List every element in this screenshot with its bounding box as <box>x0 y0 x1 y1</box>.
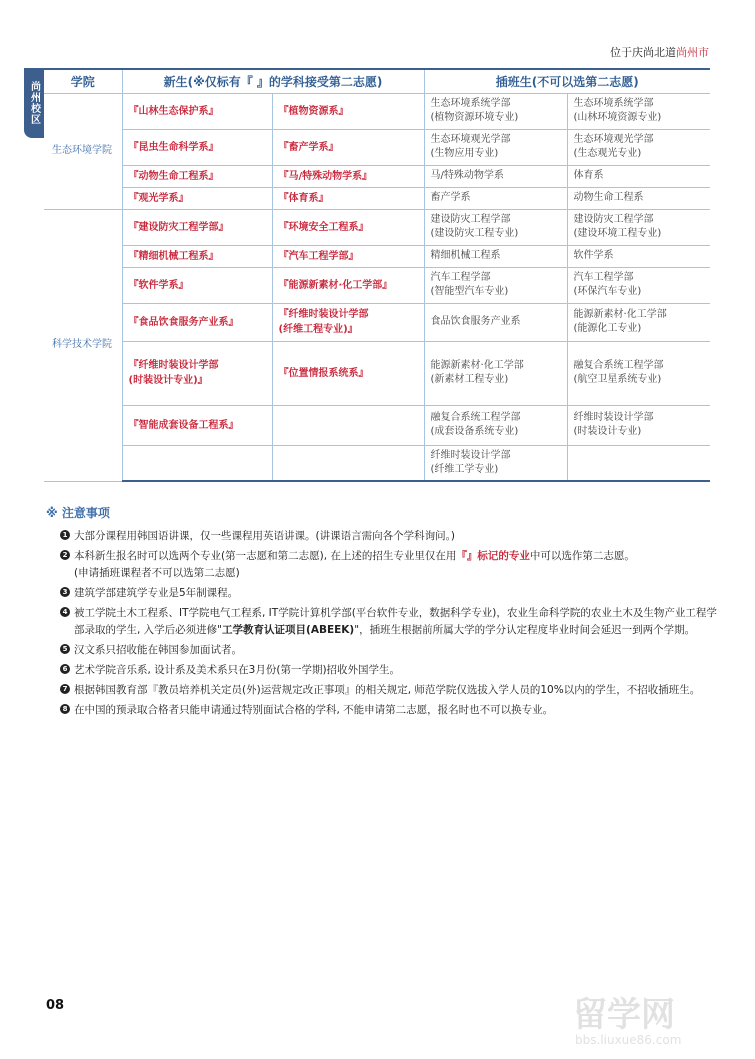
transfer-major-cell: 汽车工程学部 (环保汽车专业) <box>567 267 710 303</box>
table-row <box>44 245 710 267</box>
note-item <box>46 662 726 679</box>
new-major-cell: 『软件学系』 <box>122 267 272 303</box>
admission-table <box>44 68 710 482</box>
transfer-major-cell: 汽车工程学部 (智能型汽车专业) <box>424 267 567 303</box>
transfer-major-cell <box>567 445 710 481</box>
note-text: 根据韩国教育部『教员培养机关定员(外)运营规定改正事项』的相关规定, 师范学院仅选拔入学人员的10%以内的学生，不招收插班生。 <box>74 684 701 696</box>
new-major-cell: 『汽车工程学部』 <box>272 245 424 267</box>
note-text-part: 被工学院土木工程系、IT学院电气工程系, IT学院计算机学部(平台软件专业，数据科学专业)，农业生命科学院的农业土木及生物产业工程学部录取的学生, 入学后必须进修" <box>74 607 717 636</box>
note-text <box>74 605 726 639</box>
transfer-major-cell: 体育系 <box>567 165 710 187</box>
new-major-cell: 『纤维时装设计学部 (时装设计专业)』 <box>122 341 272 405</box>
college-name: 生态环境学院 <box>44 93 122 209</box>
new-major-cell: 『智能成套设备工程系』 <box>122 405 272 445</box>
table-row <box>44 341 710 405</box>
new-major-cell <box>122 445 272 481</box>
notes-section <box>46 504 726 722</box>
transfer-major-cell: 融复合系统工程学部 (航空卫星系统专业) <box>567 341 710 405</box>
new-major-cell: 『建设防灾工程学部』 <box>122 209 272 245</box>
new-major-cell: 『食品饮食服务产业系』 <box>122 303 272 341</box>
campus-tab: 尚州校区 <box>24 68 44 138</box>
location-caption <box>610 44 709 60</box>
note-number: 3 <box>60 587 70 597</box>
note-text-part: (申请插班课程者不可以选第二志愿) <box>74 567 240 579</box>
table-row <box>44 209 710 245</box>
location-city: 尚州市 <box>676 46 709 59</box>
note-item <box>46 642 726 659</box>
table-row <box>44 187 710 209</box>
transfer-major-cell: 建设防灾工程学部 (建设防灾工程专业) <box>424 209 567 245</box>
table-row <box>44 129 710 165</box>
location-prefix: 位于庆尚北道 <box>610 46 676 59</box>
note-text-part: 本科新生报名时可以选两个专业(第一志愿和第二志愿), 在上述的招生专业里仅在用 <box>74 550 457 562</box>
new-major-cell: 『观光学系』 <box>122 187 272 209</box>
new-major-cell: 『植物资源系』 <box>272 93 424 129</box>
note-number: 8 <box>60 704 70 714</box>
note-text <box>74 548 726 582</box>
transfer-major-cell: 生态环境观光学部 (生态观光专业) <box>567 129 710 165</box>
transfer-major-cell: 生态环境系统学部 (植物资源环境专业) <box>424 93 567 129</box>
page-number: 08 <box>46 998 65 1013</box>
note-bold: 工学教育认证项目(ABEEK) <box>222 624 355 636</box>
note-text-part: 中可以选作第二志愿。 <box>529 550 635 562</box>
new-major-cell <box>272 405 424 445</box>
note-number: 6 <box>60 664 70 674</box>
transfer-major-cell: 畜产学系 <box>424 187 567 209</box>
table-row <box>44 405 710 445</box>
transfer-major-cell: 生态环境系统学部 (山林环境资源专业) <box>567 93 710 129</box>
transfer-major-cell: 建设防灾工程学部 (建设环境工程专业) <box>567 209 710 245</box>
note-number: 5 <box>60 644 70 654</box>
table-row <box>44 165 710 187</box>
new-major-cell: 『昆虫生命科学系』 <box>122 129 272 165</box>
header-college: 学院 <box>44 69 122 93</box>
note-text: 艺术学院音乐系, 设计系及美术系只在3月份(第一学期)招收外国学生。 <box>74 664 401 676</box>
new-major-cell: 『环境安全工程系』 <box>272 209 424 245</box>
new-major-cell: 『动物生命工程系』 <box>122 165 272 187</box>
table-row <box>44 445 710 481</box>
new-major-cell: 『纤维时装设计学部 (纤维工程专业)』 <box>272 303 424 341</box>
note-highlight: 『』标记的专业 <box>456 550 530 562</box>
table-row <box>44 303 710 341</box>
new-major-cell: 『能源新素材·化工学部』 <box>272 267 424 303</box>
new-major-cell: 『位置情报系统系』 <box>272 341 424 405</box>
table-header-row <box>44 69 710 93</box>
transfer-major-cell: 食品饮食服务产业系 <box>424 303 567 341</box>
note-item <box>46 682 726 699</box>
transfer-major-cell: 马/特殊动物学系 <box>424 165 567 187</box>
transfer-major-cell: 软件学系 <box>567 245 710 267</box>
note-text: 建筑学部建筑学专业是5年制课程。 <box>74 587 239 599</box>
new-major-cell: 『畜产学系』 <box>272 129 424 165</box>
transfer-major-cell: 能源新素材·化工学部 (新素材工程专业) <box>424 341 567 405</box>
header-new-students: 新生(※仅标有『 』的学科接受第二志愿) <box>122 69 424 93</box>
note-item <box>46 528 726 545</box>
transfer-major-cell: 融复合系统工程学部 (成套设备系统专业) <box>424 405 567 445</box>
note-number: 4 <box>60 607 70 617</box>
notes-title: ※ 注意事项 <box>46 506 110 520</box>
transfer-major-cell: 生态环境观光学部 (生物应用专业) <box>424 129 567 165</box>
new-major-cell: 『山林生态保护系』 <box>122 93 272 129</box>
note-text-part: "，插班生根据前所属大学的学分认定程度毕业时间会延迟一到两个学期。 <box>354 624 696 636</box>
transfer-major-cell: 纤维时装设计学部 (纤维工学专业) <box>424 445 567 481</box>
note-item <box>46 585 726 602</box>
note-number: 1 <box>60 530 70 540</box>
watermark-logo <box>567 988 737 1050</box>
transfer-major-cell: 精细机械工程系 <box>424 245 567 267</box>
transfer-major-cell: 能源新素材·化工学部 (能源化工专业) <box>567 303 710 341</box>
table-row <box>44 267 710 303</box>
table-row <box>44 93 710 129</box>
note-text: 汉文系只招收能在韩国参加面试者。 <box>74 644 242 656</box>
note-text: 大部分课程用韩国语讲课，仅一些课程用英语讲课。(讲课语言需向各个学科询问。) <box>74 530 455 542</box>
college-name: 科学技术学院 <box>44 209 122 481</box>
transfer-major-cell: 纤维时装设计学部 (时装设计专业) <box>567 405 710 445</box>
new-major-cell: 『体育系』 <box>272 187 424 209</box>
watermark-brand: 留学网 <box>573 995 675 1035</box>
note-number: 2 <box>60 550 70 560</box>
watermark-url: bbs.liuxue86.com <box>575 1033 682 1047</box>
note-item <box>46 548 726 582</box>
note-text: 在中国的预录取合格者只能申请通过特别面试合格的学科, 不能申请第二志愿，报名时也不可以换专业。 <box>74 704 554 716</box>
note-number: 7 <box>60 684 70 694</box>
admission-table-body <box>44 69 710 481</box>
header-transfer-students: 插班生(不可以选第二志愿) <box>424 69 710 93</box>
new-major-cell: 『精细机械工程系』 <box>122 245 272 267</box>
note-item <box>46 702 726 719</box>
new-major-cell: 『马/特殊动物学系』 <box>272 165 424 187</box>
note-item <box>46 605 726 639</box>
new-major-cell <box>272 445 424 481</box>
transfer-major-cell: 动物生命工程系 <box>567 187 710 209</box>
